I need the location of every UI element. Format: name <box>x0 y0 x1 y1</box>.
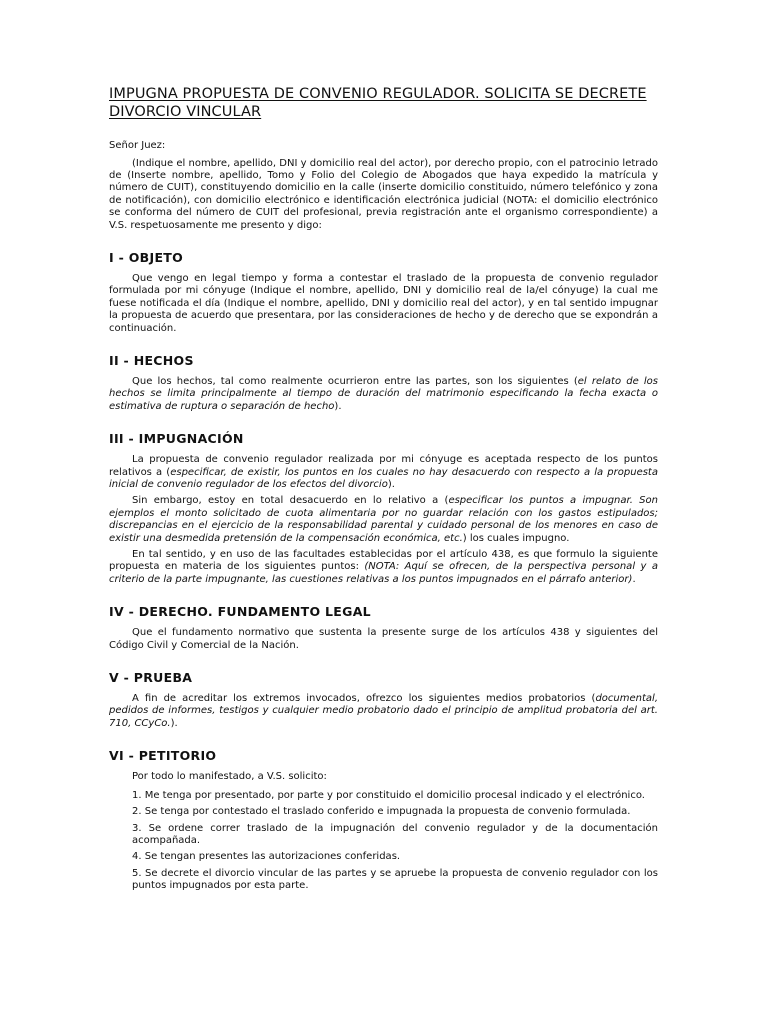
impugnacion-paragraph-2 <box>109 495 658 545</box>
salutation: Señor Juez: <box>109 140 166 151</box>
hechos-text-end: ). <box>334 400 342 412</box>
prueba-text: A fin de acreditar los extremos invocados, ofrezco los siguientes medios probatorios ( <box>132 693 596 705</box>
objeto-paragraph: Que vengo en legal tiempo y forma a contestar el traslado de la propuesta de convenio regulador formulada por mi cónyuge (Indique el nombre, apellido, DNI y domicilio real de la/el cónyuge) la cual me fuese notificada el día (Indique el nombre, apellido, DNI y domicilio real del actor), y en tal sentido impugnar la propuesta de acuerdo que presentara, por las consideraciones de hecho y de derecho que se expondrán a continuación. <box>109 272 658 334</box>
prueba-text-end: ). <box>170 717 178 729</box>
petitorio-item: 1. Me tenga por presentado, por parte y por constituido el domicilio procesal indicado y el electrónico. <box>132 789 645 801</box>
petitorio-item: 4. Se tengan presentes las autorizaciones conferidas. <box>132 851 401 863</box>
impugnacion-p2-text-end: ) los cuales impugno. <box>462 532 570 544</box>
impugnacion-p3-text: En tal sentido, y en uso de las facultades establecidas por el artículo 438, es que formulo la siguiente propuesta en materia de los siguientes puntos: <box>109 549 658 573</box>
impugnacion-p1-text-end: ). <box>387 479 395 490</box>
hechos-text: Que los hechos, tal como realmente ocurrieron entre las partes, son los siguientes ( <box>132 375 578 387</box>
prueba-instruction: documental, pedidos de informes, testigos y cualquier medio probatorio dado el principio de amplitud probatoria del art. 710, CCyCo. <box>109 693 658 729</box>
impugnacion-p2-instruction: especificar los puntos a impugnar. Son ejemplos el monto solicitado de cuota alimentaria por no guardar relación con los gastos estipulados; discrepancias en el ejercicio de la responsabilidad parental y cuidado personal de los menores en caso de existir una desmedida pretensión de la compensación económica, etc. <box>109 495 658 544</box>
petitorio-item: 5. Se decrete el divorcio vincular de las partes y se apruebe la propuesta de convenio regulador con los puntos impugnados por esta parte. <box>132 867 658 892</box>
impugnacion-paragraph-3 <box>109 549 658 586</box>
petitorio-list <box>109 790 658 893</box>
impugnacion-p3-instruction: (NOTA: Aquí se ofrecen, de la perspectiva personal y a criterio de la parte impugnante, las cuestiones relativas a los puntos impugnados en el párrafo anterior) <box>109 561 658 585</box>
hechos-instruction: el relato de los hechos se limita principalmente al tiempo de duración del matrimonio especificando la fecha exacta o estimativa de ruptura o separación de hecho <box>109 375 658 412</box>
hechos-paragraph <box>109 376 658 413</box>
petitorio-item: 3. Se ordene correr traslado de la impugnación del convenio regulador y de la documentación acompañada. <box>132 822 658 846</box>
prueba-paragraph <box>109 693 658 730</box>
section-heading-objeto: I - OBJETO <box>109 249 184 265</box>
impugnacion-p1-text: La propuesta de convenio regulador realizada por mi cónyuge es aceptada respecto de los puntos relativos a ( <box>109 454 658 478</box>
intro-paragraph: (Indique el nombre, apellido, DNI y domicilio real del actor), por derecho propio, con el patrocinio letrado de (Inserte nombre, apellido, Tomo y Folio del Colegio de Abogados que haya expedido la matrícula y número de CUIT), constituyendo domicilio en la calle (inserte domicilio constituido, número telefónico y zona de notificación), con domicilio electrónico e identificación electrónica judicial (NOTA: el domicilio electrónico se conforma del número de CUIT del profesional, previa registración ante el organismo correspondiente) a V.S. respetuosamente me presento y digo: <box>109 157 658 231</box>
section-heading-derecho: IV - DERECHO. FUNDAMENTO LEGAL <box>109 604 371 620</box>
section-heading-prueba: V - PRUEBA <box>109 670 193 686</box>
document-title: IMPUGNA PROPUESTA DE CONVENIO REGULADOR. SOLICITA SE DECRETE DIVORCIO VINCULAR <box>109 86 647 120</box>
impugnacion-p1-instruction: especificar, de existir, los puntos en los cuales no hay desacuerdo con respecto a la propuesta inicial de convenio regulador de los efectos del divorcio <box>109 466 658 490</box>
impugnacion-p3-text-end: . <box>632 573 636 585</box>
impugnacion-p2-text: Sin embargo, estoy en total desacuerdo en lo relativo a ( <box>132 495 449 507</box>
section-heading-impugnacion: III - IMPUGNACIÓN <box>109 431 244 447</box>
section-heading-hechos: II - HECHOS <box>109 352 194 368</box>
derecho-paragraph: Que el fundamento normativo que sustenta la presente surge de los artículos 438 y siguientes del Código Civil y Comercial de la Nación. <box>109 627 658 651</box>
petitorio-item: 2. Se tenga por contestado el traslado conferido e impugnada la propuesta de convenio formulada. <box>132 806 631 818</box>
section-heading-petitorio: VI - PETITORIO <box>109 748 217 764</box>
petitorio-intro: Por todo lo manifestado, a V.S. solicito: <box>132 771 327 783</box>
impugnacion-paragraph-1 <box>109 454 658 491</box>
